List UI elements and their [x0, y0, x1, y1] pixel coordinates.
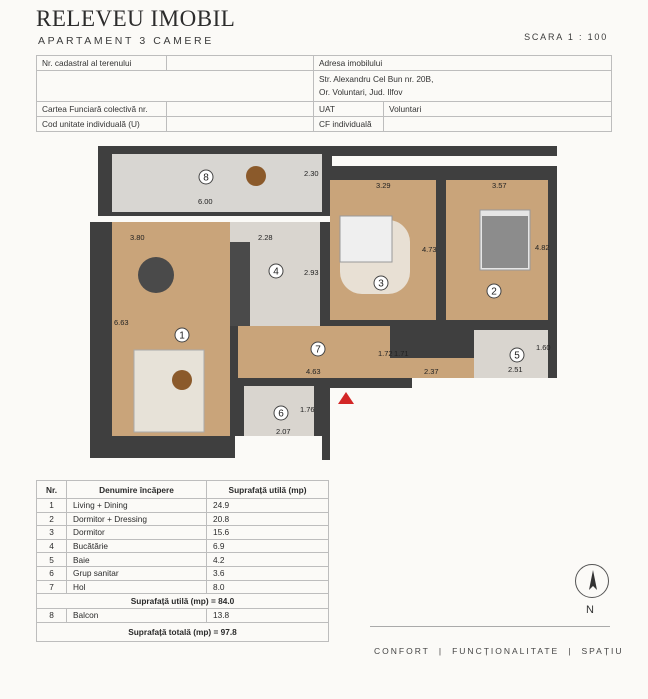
col-header-nr: Nr.	[37, 481, 67, 499]
coffee-table	[172, 370, 192, 390]
dim-room3-w: 3.29	[376, 181, 391, 190]
property-info-table	[36, 55, 612, 132]
footer-item-confort: CONFORT	[374, 646, 430, 656]
dim-living-w: 3.80	[130, 233, 145, 242]
uat-value: Voluntari	[384, 102, 612, 117]
grand-total: Suprafață totală (mp) = 97.8	[37, 622, 329, 641]
page-title: RELEVEU IMOBIL	[36, 6, 236, 31]
compass-label: N	[586, 604, 594, 616]
sofa	[134, 350, 204, 432]
footer-divider	[370, 626, 610, 627]
rooms-table	[36, 480, 329, 642]
room3-bed	[340, 216, 392, 262]
dim-hall-h1: 1.72	[378, 349, 393, 358]
room-number-8: 8	[203, 172, 209, 184]
useful-area-total: Suprafață utilă (mp) = 84.0	[37, 594, 329, 609]
table-row: 5 Baie 4.2	[37, 553, 329, 567]
table-row: 2 Dormitor + Dressing 20.8	[37, 512, 329, 526]
cf-colectiva-label: Cartea Funciară colectivă nr.	[37, 102, 167, 117]
footer-item-spatiu: SPAȚIU	[581, 646, 624, 656]
table-row: 1 Living + Dining 24.9	[37, 499, 329, 513]
info-empty-cell	[37, 71, 314, 102]
room-number-3: 3	[378, 278, 384, 290]
table-row: 6 Grup sanitar 3.6	[37, 566, 329, 580]
table-row: 7 Hol 8.0	[37, 580, 329, 594]
address-label: Adresa imobilului	[314, 56, 612, 71]
table-row: 4 Bucătărie 6.9	[37, 539, 329, 553]
col-header-name: Denumire încăpere	[67, 481, 207, 499]
table-row-balcony: 8 Balcon 13.8	[37, 609, 329, 623]
footer-item-functionalitate: FUNCȚIONALITATE	[452, 646, 560, 656]
dim-living-h: 6.63	[114, 318, 129, 327]
col-header-area: Suprafață utilă (mp)	[207, 481, 329, 499]
address-line-1: Str. Alexandru Cel Bun nr. 20B,	[319, 74, 434, 84]
dim-room2-w: 3.57	[492, 181, 507, 190]
dim-balcony-h: 2.30	[304, 169, 319, 178]
dim-hall-w2: 2.37	[424, 367, 439, 376]
dining-table	[138, 257, 174, 293]
dim-room3-h: 4.73	[422, 245, 437, 254]
address-line-2: Or. Voluntari, Jud. Ilfov	[319, 87, 403, 97]
kitchen-counter	[230, 242, 250, 326]
dim-kitchen-h: 2.93	[304, 268, 319, 277]
balcony-floor	[112, 154, 322, 212]
cadastral-value	[167, 56, 314, 71]
room-number-1: 1	[179, 330, 185, 342]
scale-label: SCARA 1 : 100	[524, 32, 608, 42]
cod-unitate-value	[167, 117, 314, 132]
dim-wc-w: 2.07	[276, 427, 291, 436]
table-row: 3 Dormitor 15.6	[37, 526, 329, 540]
room-number-2: 2	[491, 286, 497, 298]
page-subtitle: APARTAMENT 3 CAMERE	[38, 35, 214, 47]
room-number-6: 6	[278, 408, 284, 420]
room-number-5: 5	[514, 350, 520, 362]
cod-unitate-label: Cod unitate individuală (U)	[37, 117, 167, 132]
dim-hall-w: 4.63	[306, 367, 321, 376]
cf-individuala-label: CF individuală	[314, 117, 384, 132]
dim-wc-h: 1.76	[300, 405, 315, 414]
dim-bath-w: 2.51	[508, 365, 523, 374]
floor-plan	[90, 140, 560, 460]
uat-label: UAT	[314, 102, 384, 117]
room-number-4: 4	[273, 266, 279, 278]
footer-tagline: CONFORT | FUNCȚIONALITATE | SPAȚIU	[374, 646, 624, 656]
dim-kitchen-w: 2.28	[258, 233, 273, 242]
dim-room2-h: 4.82	[535, 243, 550, 252]
room-number-7: 7	[315, 344, 321, 356]
cf-colectiva-value	[167, 102, 314, 117]
cf-individuala-value	[384, 117, 612, 132]
dim-hall-h2: 1.71	[394, 349, 409, 358]
balcony-table	[246, 166, 266, 186]
dim-bath-h: 1.60	[536, 343, 551, 352]
dim-balcony-w: 6.00	[198, 197, 213, 206]
cadastral-label: Nr. cadastral al terenului	[37, 56, 167, 71]
compass-icon	[575, 564, 609, 598]
